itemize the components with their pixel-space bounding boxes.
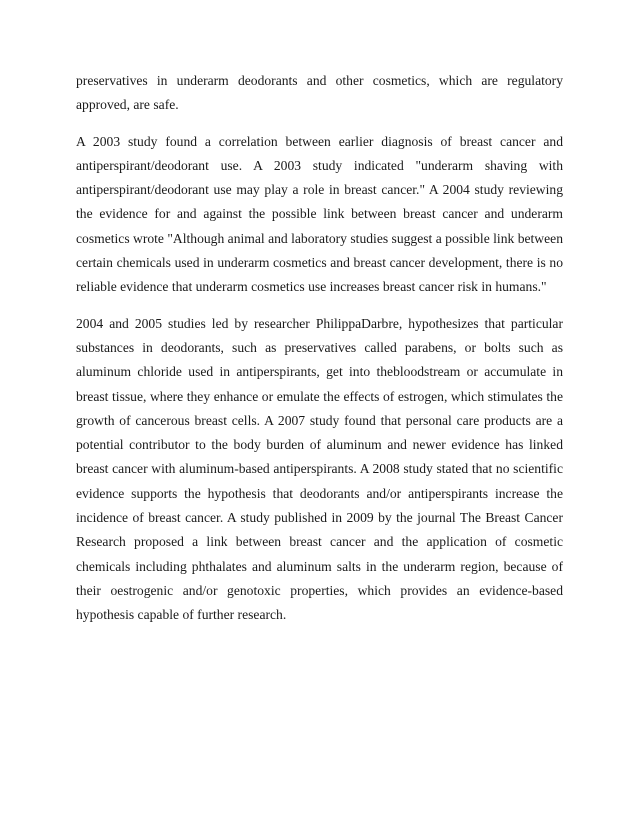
paragraph-1: preservatives in underarm deodorants and other cosmetics, which are regulatory approved, are safe. — [76, 73, 563, 113]
paragraph-2: A 2003 study found a correlation between earlier diagnosis of breast cancer and antiperspirant/deodorant use. A 2003 study indicated "underarm shaving with antiperspirant/deodorant use may play a role in breast cancer." A 2004 study reviewing the evidence for and against the possible link between breast cancer and underarm cosmetics wrote "Although animal and laboratory studies suggest a possible link between certain chemicals used in underarm cosmetics and breast cancer development, there is no reliable evidence that underarm cosmetics use increases breast cancer risk in humans." — [76, 133, 563, 295]
body-text — [76, 69, 563, 640]
paragraph-3: 2004 and 2005 studies led by researcher PhilippaDarbre, hypothesizes that particular substances in deodorants, such as preservatives called parabens, or bolts such as aluminum chloride used in antiperspirants, get into thebloodstream or accumulate in breast tissue, where they enhance or emulate the effects of estrogen, which stimulates the growth of cancerous breast cells. A 2007 study found that personal care products are a potential contributor to the body burden of aluminum and newer evidence has linked breast cancer with aluminum-based antiperspirants. A 2008 study stated that no scientific evidence supports the hypothesis that deodorants and/or antiperspirants increase the incidence of breast cancer. A study published in 2009 by the journal The Breast Cancer Research proposed a link between breast cancer and the application of cosmetic chemicals including phthalates and aluminum salts in the underarm region, because of their oestrogenic and/or genotoxic properties, which provides an evidence-based hypothesis capable of further research. — [76, 315, 563, 623]
